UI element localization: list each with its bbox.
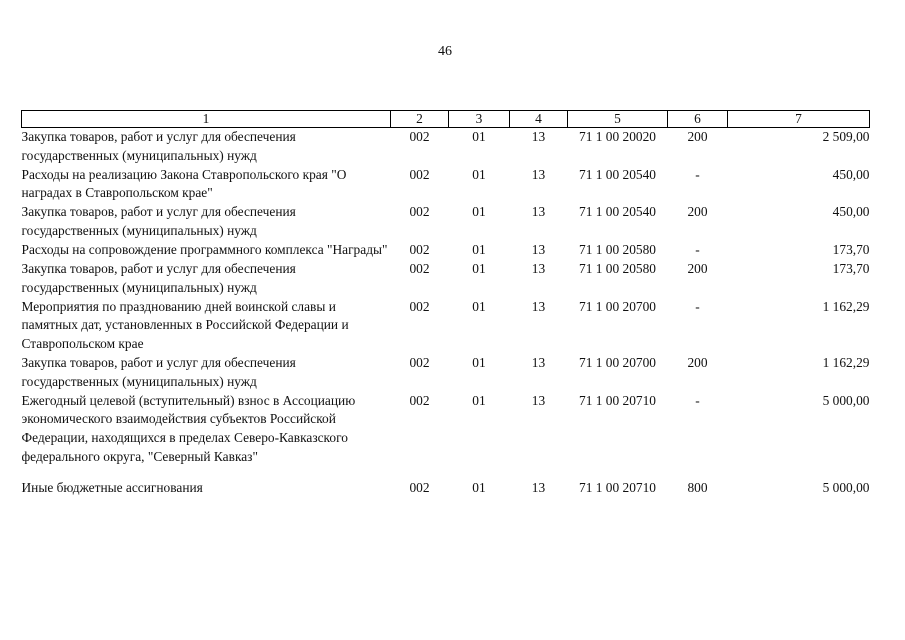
row-name: Закупка товаров, работ и услуг для обеспечения государственных (муниципальных) нужд [21,355,296,389]
header-col-4: 4 [510,111,568,128]
row-amount: 5 000,00 [822,392,870,408]
row-col-3: 01 [472,166,486,182]
row-name: Иные бюджетные ассигнования [21,479,203,495]
row-col-5: 71 1 00 20700 [579,355,656,371]
row-col-3: 01 [472,261,486,277]
row-name: Закупка товаров, работ и услуг для обеспечения государственных (муниципальных) нужд [21,129,296,163]
row-col-3: 01 [472,392,486,408]
table-row [22,298,870,354]
row-col-6: - [695,166,700,182]
row-col-2: 002 [409,261,430,277]
row-col-6: 800 [687,479,708,495]
row-col-6: 200 [687,261,708,277]
row-col-4: 13 [531,479,546,495]
row-col-2: 002 [409,204,430,220]
row-col-6: 200 [687,355,708,371]
row-col-2: 002 [409,355,430,371]
row-col-5: 71 1 00 20710 [579,392,656,408]
row-amount: 450,00 [832,166,870,182]
row-col-3: 01 [472,129,486,144]
header-col-1: 1 [22,111,391,128]
header-col-3: 3 [449,111,510,128]
page-number: 46 [438,44,452,59]
row-col-5: 71 1 00 20020 [579,129,656,144]
row-col-4: 13 [531,166,546,182]
header-col-2: 2 [391,111,449,128]
row-col-5: 71 1 00 20700 [579,298,656,314]
budget-table [21,110,870,498]
row-name: Расходы на реализацию Закона Ставропольского края "О наградах в Ставропольском крае" [21,166,347,201]
table-row [22,166,870,204]
row-col-4: 13 [531,242,546,258]
table-row [22,241,870,260]
row-col-6: 200 [687,129,708,144]
header-col-5: 5 [568,111,668,128]
row-amount: 173,70 [832,261,870,277]
table-row [22,128,870,166]
row-col-2: 002 [409,392,430,408]
header-col-7: 7 [728,111,870,128]
table-row [22,392,870,467]
row-amount: 450,00 [832,204,870,220]
table-row [22,203,870,241]
row-name: Расходы на сопровождение программного комплекса "Награды" [21,242,388,258]
row-amount: 1 162,29 [822,298,870,314]
row-col-2: 002 [409,298,430,314]
row-col-5: 71 1 00 20540 [579,204,656,220]
row-name: Закупка товаров, работ и услуг для обеспечения государственных (муниципальных) нужд [21,261,296,295]
row-name: Закупка товаров, работ и услуг для обеспечения государственных (муниципальных) нужд [21,204,296,238]
row-col-3: 01 [472,298,486,314]
row-col-4: 13 [531,204,546,220]
row-col-4: 13 [531,129,546,144]
header-row [22,111,870,128]
row-col-4: 13 [531,261,546,277]
row-col-4: 13 [531,392,546,408]
row-col-3: 01 [472,355,486,371]
row-col-2: 002 [409,479,430,495]
row-name: Ежегодный целевой (вступительный) взнос в Ассоциацию экономического взаимодействия субъектов Российской Федерации, находящихся в пределах Северо-Кавказского федерального округа, "Северный Кавказ" [21,392,356,464]
row-col-3: 01 [472,242,486,258]
row-col-6: - [695,392,700,408]
row-col-6: - [695,242,700,258]
row-col-4: 13 [531,355,546,371]
row-name: Мероприятия по празднованию дней воинской славы и памятных дат, установленных в Российской Федерации и Ставропольском крае [21,298,349,352]
row-col-5: 71 1 00 20710 [579,479,656,495]
row-amount: 173,70 [832,242,870,258]
row-col-6: - [695,298,700,314]
table-row [22,354,870,392]
row-col-5: 71 1 00 20580 [579,261,656,277]
row-col-3: 01 [472,204,486,220]
table-row [22,467,870,498]
row-amount: 5 000,00 [822,479,870,495]
row-col-2: 002 [409,129,430,144]
row-col-2: 002 [409,166,430,182]
row-amount: 2 509,00 [822,129,870,144]
row-amount: 1 162,29 [822,355,870,371]
table-row [22,260,870,298]
row-col-3: 01 [472,479,486,495]
row-col-6: 200 [687,204,708,220]
row-col-4: 13 [531,298,546,314]
row-col-5: 71 1 00 20540 [579,166,656,182]
row-col-5: 71 1 00 20580 [579,242,656,258]
row-col-2: 002 [409,242,430,258]
header-col-6: 6 [668,111,728,128]
